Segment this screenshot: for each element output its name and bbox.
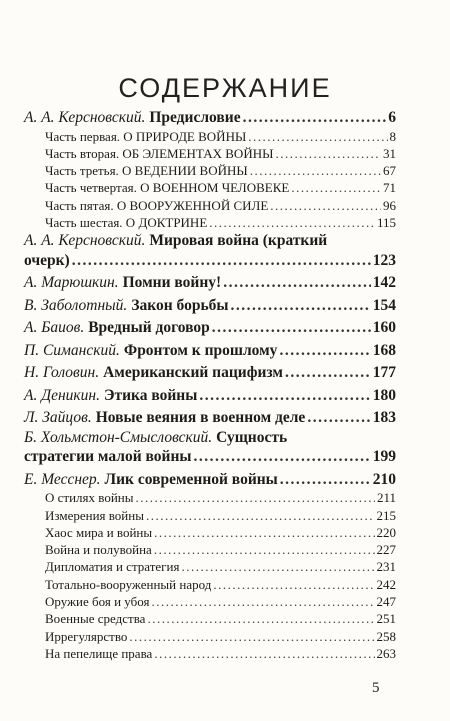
toc-subentry [24,128,396,145]
dot-leader [147,610,374,627]
dot-leader [291,179,381,196]
toc-subentry [24,610,396,627]
toc-author: А. А. Керсновский. [24,232,146,250]
toc-title: Часть вторая. ОБ ЭЛЕМЕНТАХ ВОЙНЫ [45,145,274,161]
dot-leader [135,489,375,506]
toc-subentry [24,214,396,231]
toc-subentry [24,541,396,558]
toc-author: А. Баиов. [24,319,85,337]
dot-leader [280,470,371,490]
toc-page-number: 31 [383,145,396,161]
toc-title: Военные средства [45,611,146,627]
toc-entry [24,296,396,316]
toc-title: Хаос мира и войны [45,524,153,540]
page-title: СОДЕРЖАНИЕ [118,73,332,104]
toc-entry [24,318,396,338]
toc-page-number: 115 [376,214,396,230]
toc-subentry [24,628,396,645]
toc-title: Дипломатия и стратегия [45,559,180,575]
toc-title: Фронтом к прошлому [123,341,278,359]
toc-subentry [24,162,396,179]
dot-leader [250,162,381,179]
toc-author: А. Марюшкин. [24,274,119,292]
toc-subentry [24,145,396,162]
toc-title: Часть первая. О ПРИРОДЕ ВОЙНЫ [45,128,247,144]
toc-title: Американский пацифизм [103,364,283,382]
toc-page-number: 177 [372,364,396,382]
toc-title: Часть пятая. О ВООРУЖЕННОЙ СИЛЕ [45,197,269,213]
dot-leader [223,273,371,293]
dot-leader [275,145,381,162]
toc-page-number: 258 [376,628,396,644]
toc-page-number: 199 [372,448,396,466]
toc-page-number: 220 [376,524,396,540]
dot-leader [146,507,375,524]
toc-title: Лик современной войны [104,470,278,488]
table-of-contents [24,108,396,662]
toc-subentry [24,524,396,541]
dot-leader [231,296,371,316]
toc-author: В. Заболотный. [24,296,128,314]
toc-page-number: 215 [376,507,396,523]
dot-leader [213,576,374,593]
toc-title: Часть третья. О ВЕДЕНИИ ВОЙНЫ [45,163,248,179]
toc-entry [24,341,396,361]
toc-title: Этика войны [103,386,198,404]
dot-leader [154,645,374,662]
toc-entry-preface [24,108,396,128]
toc-page-number: 142 [372,274,396,292]
toc-subentry [24,507,396,524]
toc-title: Оружие боя и убоя [45,594,150,610]
toc-entry-world-war [24,231,396,270]
toc-author: Б. Хольмстон-Смысловский. [24,428,213,446]
dot-leader [181,558,374,575]
dot-leader [209,214,375,231]
toc-author: Е. Месснер. [24,470,101,488]
toc-entry [24,363,396,383]
toc-page-number: 71 [383,180,396,196]
toc-subentry [24,645,396,662]
dot-leader [154,541,375,558]
toc-page-number: 242 [376,576,396,592]
toc-title: Предисловие [149,109,241,126]
toc-subentry [24,179,396,196]
toc-subentry [24,489,396,506]
toc-title: Война и полувойна [45,542,152,558]
dot-leader [154,524,374,541]
toc-title: Часть четвертая. О ВОЕННОМ ЧЕЛОВЕКЕ [45,180,290,196]
toc-author: Л. Зайцов. [24,409,92,427]
toc-page-number: 160 [372,319,396,337]
toc-title: Вредный договор [88,319,210,337]
toc-page-number: 154 [372,296,396,314]
toc-entry [24,386,396,406]
toc-title: На пепелище права [45,645,153,661]
toc-title: О стилях войны [45,490,134,506]
toc-page-number: 180 [372,386,396,404]
toc-subentry [24,558,396,575]
toc-page-number: 96 [383,197,396,213]
toc-title: Новые веяния в военном деле [95,409,306,427]
dot-leader [285,363,371,383]
toc-subentry [24,576,396,593]
toc-author: А. Деникин. [24,386,100,404]
toc-page-number: 210 [372,470,396,488]
toc-page-number: 263 [376,645,396,661]
toc-title: Измерения войны [45,507,144,523]
toc-page-number: 123 [372,251,396,269]
toc-title: Иррегулярство [45,628,128,644]
toc-title-continued: очерк) [24,251,70,269]
toc-author: Н. Головин. [24,364,100,382]
toc-page-number: 227 [376,542,396,558]
dot-leader [307,408,370,428]
toc-title: Помни войну! [122,274,222,292]
toc-page-number: 231 [376,559,396,575]
toc-page-number: 211 [376,490,396,506]
dot-leader [270,197,381,214]
toc-title: Тотально-вооруженный народ [45,576,212,592]
toc-page-number: 8 [389,128,396,144]
toc-page-number: 67 [383,163,396,179]
toc-subentry [24,593,396,610]
toc-title: Мировая война (краткий [149,232,328,250]
dot-leader [194,447,371,467]
toc-entry [24,273,396,293]
dot-leader [248,128,387,145]
dot-leader [212,318,371,338]
toc-title: Сущность [216,428,288,446]
dot-leader [243,108,387,128]
toc-page-number: 168 [372,341,396,359]
dot-leader [129,628,374,645]
toc-subentry [24,197,396,214]
toc-entry-small-war-strategy [24,428,396,467]
dot-leader [199,386,370,406]
toc-entry [24,408,396,428]
toc-author: А. А. Керсновский. [24,109,146,126]
toc-author: П. Симанский. [24,341,120,359]
dot-leader [279,341,370,361]
dot-leader [151,593,374,610]
toc-entry [24,470,396,490]
toc-page-number: 247 [376,594,396,610]
dot-leader [72,251,371,271]
toc-page-number: 251 [376,611,396,627]
toc-title-continued: стратегии малой войны [24,448,192,466]
toc-page-number: 183 [372,409,396,427]
toc-title: Закон борьбы [131,296,229,314]
toc-title: Часть шестая. О ДОКТРИНЕ [45,214,208,230]
page-number-footer: 5 [372,680,380,696]
toc-page-number: 6 [388,109,396,126]
